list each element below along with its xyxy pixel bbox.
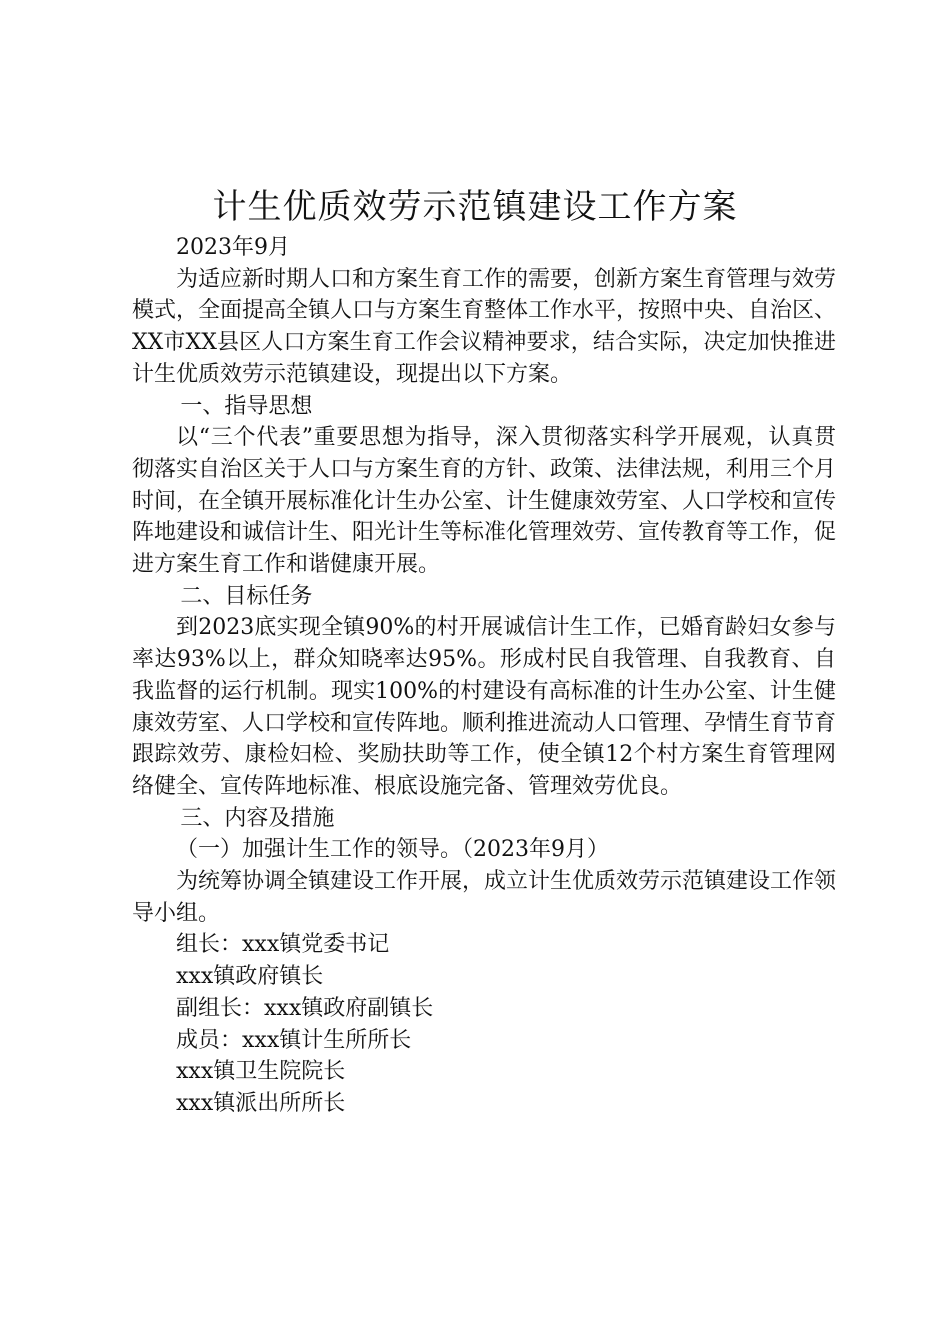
paragraph-guiding-ideology: 以“三个代表”重要思想为指导，深入贯彻落实科学开展观，认真贯彻落实自治区关于人口与方案生育的方针、政策、法律法规，利用三个月时间，在全镇开展标准化计生办公室、计生健康效劳室、人口学校和宣传阵地建设和诚信计生、阳光计生等标准化管理效劳、宣传教育等工作，促进方案生育工作和谐健康开展。	[132, 425, 837, 578]
section-heading-measures: 三、内容及措施	[180, 805, 335, 831]
paragraph-intro: 为适应新时期人口和方案生育工作的需要，创新方案生育管理与效劳模式，全面提高全镇人口与方案生育整体工作水平，按照中央、自治区、XX市XX县区人口方案生育工作会议精神要求，结合实际，决定加快推进计生优质效劳示范镇建设，现提出以下方案。	[132, 266, 837, 387]
paragraph-goals: 到2023底实现全镇90%的村开展诚信计生工作，已婚育龄妇女参与率达93%以上，群众知晓率达95%。形成村民自我管理、自我教育、自我监督的运行机制。现实100%的村建设有高标准的计生办公室、计生健康效劳室、人口学校和宣传阵地。顺利推进流动人口管理、孕情生育节育跟踪效劳、康检妇检、奖励扶助等工作，使全镇12个村方案生育管理网络健全、宣传阵地标准、根底设施完备、管理效劳优良。	[132, 615, 837, 799]
list-item-member-family-planning: 成员：xxx镇计生所所长	[176, 1027, 412, 1053]
document-body	[132, 232, 836, 1120]
subsection-heading-leadership: （一）加强计生工作的领导。（2023年9月）	[176, 837, 609, 863]
section-heading-goals: 二、目标任务	[180, 583, 313, 609]
list-item-member-health-center: xxx镇卫生院院长	[176, 1059, 346, 1085]
list-item-deputy-leader: 副组长：xxx镇政府副镇长	[176, 995, 434, 1021]
list-item-member-police-station: xxx镇派出所所长	[176, 1090, 346, 1116]
section-heading-guiding-ideology: 一、指导思想	[180, 393, 313, 419]
paragraph-leadership-group: 为统筹协调全镇建设工作开展，成立计生优质效劳示范镇建设工作领导小组。	[132, 869, 837, 926]
document-title: 计生优质效劳示范镇建设工作方案	[212, 187, 738, 227]
list-item-town-mayor: xxx镇政府镇长	[176, 964, 324, 990]
list-item-group-leader: 组长：xxx镇党委书记	[176, 932, 390, 958]
document-date: 2023年9月	[176, 235, 290, 260]
